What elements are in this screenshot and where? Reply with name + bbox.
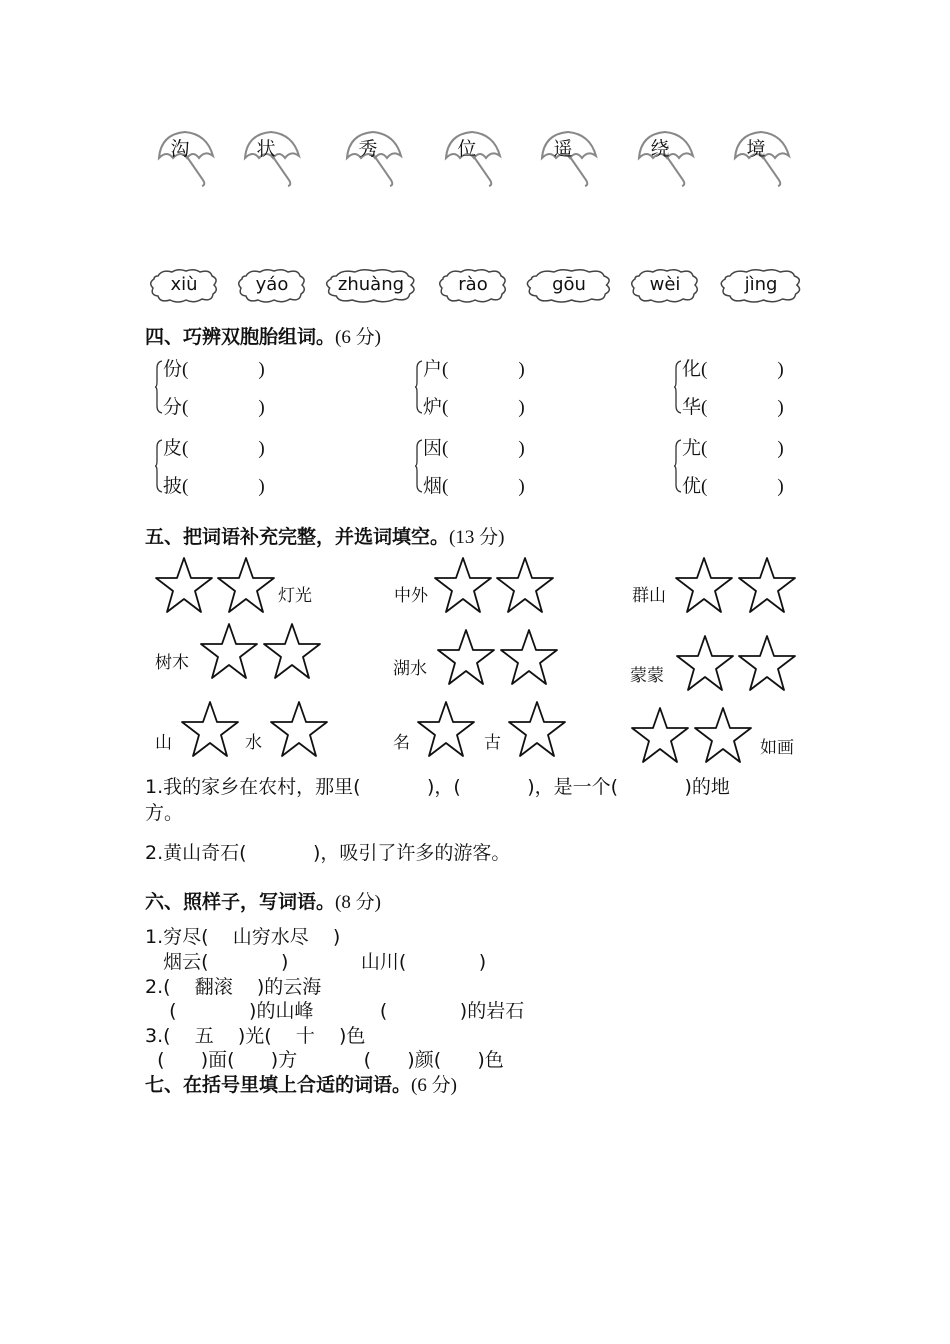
pair-word-a: 因( ) <box>423 437 525 459</box>
pinyin-text: rào <box>458 274 488 295</box>
brace-icon <box>674 439 682 493</box>
star-icon <box>737 556 797 614</box>
pinyin-text: jìng <box>744 274 778 295</box>
star-icon <box>216 556 276 614</box>
umbrella-card <box>155 128 219 190</box>
word-label: 古 <box>484 733 501 753</box>
umbrella-char: 境 <box>746 138 766 160</box>
umbrella-card <box>635 128 699 190</box>
section6-line: 2.( 翻滚 )的云海 <box>145 976 322 998</box>
pinyin-text: xiù <box>170 274 198 295</box>
section6-line: ( )的山峰 ( )的岩石 <box>145 1000 525 1022</box>
section6-points: (8 分) <box>335 892 381 913</box>
section6-line: 3.( 五 )光( 十 )色 <box>145 1025 366 1047</box>
pair-word-a: 尤( ) <box>682 437 784 459</box>
umbrella-char: 沟 <box>170 138 190 160</box>
star-icon <box>180 700 240 758</box>
pair-word-b: 披( ) <box>163 475 265 497</box>
section5-heading <box>145 522 504 549</box>
star-icon <box>262 622 322 680</box>
pinyin-text: zhuàng <box>337 274 405 295</box>
umbrella-char: 秀 <box>358 138 378 160</box>
pair-word-a: 化( ) <box>682 358 784 380</box>
word-label: 如画 <box>760 738 794 758</box>
umbrella-card <box>538 128 602 190</box>
umbrella-card <box>343 128 407 190</box>
word-label: 灯光 <box>278 586 312 606</box>
umbrella-char: 遥 <box>553 138 573 160</box>
word-label: 树木 <box>155 653 189 673</box>
star-icon <box>495 556 555 614</box>
pinyin-cloud <box>437 268 509 304</box>
section7-heading <box>145 1070 457 1097</box>
brace-icon <box>415 439 423 493</box>
pinyin-cloud <box>629 268 701 304</box>
section5-points: (13 分) <box>449 527 505 548</box>
section5-question-1-cont: 方。 <box>145 802 184 824</box>
brace-icon <box>155 439 163 493</box>
umbrella-card <box>241 128 305 190</box>
pinyin-cloud <box>323 268 419 304</box>
umbrella-card <box>731 128 795 190</box>
pinyin-text: wèi <box>649 274 681 295</box>
section7-title: 七、在括号里填上合适的词语。 <box>145 1074 412 1096</box>
star-icon <box>693 706 753 764</box>
umbrella-card <box>442 128 506 190</box>
pinyin-cloud <box>236 268 308 304</box>
section6-line: ( )面( )方 ( )颜( )色 <box>145 1049 504 1071</box>
word-label: 蒙蒙 <box>630 666 664 686</box>
brace-icon <box>674 360 682 414</box>
star-icon <box>199 622 259 680</box>
star-icon <box>737 634 797 692</box>
pair-word-a: 份( ) <box>163 358 265 380</box>
star-icon <box>416 700 476 758</box>
star-icon <box>499 628 559 686</box>
section6-title: 六、照样子，写词语。 <box>145 891 336 913</box>
section5-title: 五、把词语补充完整，并选词填空。 <box>145 526 450 548</box>
section7-points: (6 分) <box>411 1075 457 1096</box>
section6-heading <box>145 887 381 914</box>
word-label: 群山 <box>632 586 666 606</box>
umbrella-char: 位 <box>457 138 477 160</box>
section4-title: 四、巧辨双胞胎组词。 <box>145 326 336 348</box>
section6-line: 烟云( ) 山川( ) <box>145 951 487 973</box>
pinyin-text: gōu <box>552 274 586 295</box>
pair-word-b: 分( ) <box>163 396 265 418</box>
star-icon <box>436 628 496 686</box>
word-label: 山 <box>155 733 172 753</box>
pinyin-text: yáo <box>255 274 289 295</box>
word-label: 湖水 <box>393 659 427 679</box>
pair-word-b: 优( ) <box>682 475 784 497</box>
section6-line: 1.穷尽( 山穷水尽 ) <box>145 926 341 948</box>
word-label: 名 <box>393 733 410 753</box>
section5-question-2: 2.黄山奇石( )，吸引了许多的游客。 <box>145 842 511 864</box>
star-icon <box>674 556 734 614</box>
umbrella-char: 绕 <box>650 138 670 160</box>
star-icon <box>507 700 567 758</box>
pair-word-b: 炉( ) <box>423 396 525 418</box>
pinyin-cloud <box>524 268 614 304</box>
pinyin-cloud <box>718 268 804 304</box>
pair-word-a: 皮( ) <box>163 437 265 459</box>
section4-points: (6 分) <box>335 327 381 348</box>
star-icon <box>269 700 329 758</box>
pinyin-cloud <box>148 268 220 304</box>
pair-word-a: 户( ) <box>423 358 525 380</box>
star-icon <box>675 634 735 692</box>
brace-icon <box>155 360 163 414</box>
word-label: 水 <box>245 733 262 753</box>
section4-heading <box>145 322 381 349</box>
pair-word-b: 烟( ) <box>423 475 525 497</box>
star-icon <box>433 556 493 614</box>
word-label: 中外 <box>394 586 428 606</box>
pair-word-b: 华( ) <box>682 396 784 418</box>
section5-question-1: 1.我的家乡在农村，那里( )，( )，是一个( )的地 <box>145 776 730 798</box>
star-icon <box>630 706 690 764</box>
umbrella-char: 状 <box>256 138 276 160</box>
star-icon <box>154 556 214 614</box>
brace-icon <box>415 360 423 414</box>
